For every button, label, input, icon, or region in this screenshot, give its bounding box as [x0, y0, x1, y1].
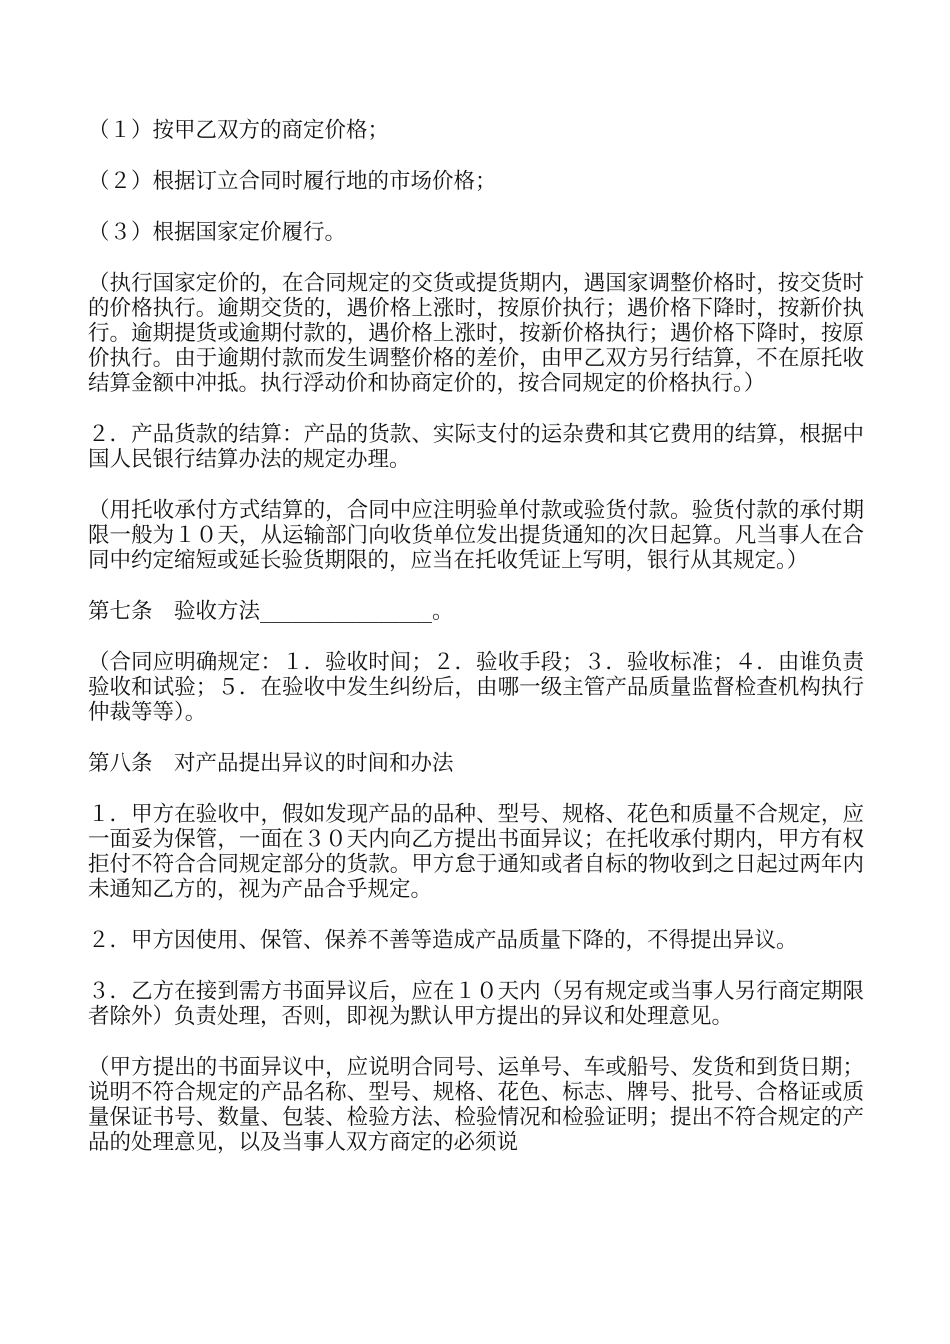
paragraph: （合同应明确规定：１．验收时间；２．验收手段；３．验收标准；４．由谁负责验收和试验；５．在验收中发生纠纷后，由哪一级主管产品质量监督检查机构执行仲裁等等）。 [88, 650, 864, 725]
paragraph: （２）根据订立合同时履行地的市场价格； [88, 169, 497, 194]
paragraph: （１）按甲乙双方的商定价格； [88, 118, 390, 143]
section-heading: 第八条 对产品提出异议的时间和办法 [88, 751, 454, 776]
paragraph: ３．乙方在接到需方书面异议后，应在１０天内（另有规定或当事人另行商定期限者除外）负责处理，否则，即视为默认甲方提出的异议和处理意见。 [88, 979, 864, 1029]
paragraph: （甲方提出的书面异议中，应说明合同号、运单号、车或船号、发货和到货日期；说明不符合规定的产品名称、型号、规格、花色、标志、牌号、批号、合格证或质量保证书号、数量、包装、检验方法、检验情况和检验证明；提出不符合规定的产品的处理意见，以及当事人双方商定的必须说 [88, 1055, 864, 1155]
paragraph: １．甲方在验收中，假如发现产品的品种、型号、规格、花色和质量不合规定，应一面妥为保管，一面在３０天内向乙方提出书面异议；在托收承付期内，甲方有权拒付不符合合同规定部分的货款。甲方怠于通知或者自标的物收到之日起过两年内未通知乙方的，视为产品合乎规定。 [88, 802, 864, 902]
paragraph: （３）根据国家定价履行。 [88, 220, 347, 245]
paragraph: （用托收承付方式结算的，合同中应注明验单付款或验货付款。验货付款的承付期限一般为１０天，从运输部门向收货单位发出提货通知的次日起算。凡当事人在合同中约定缩短或延长验货期限的，应当在托收凭证上写明，银行从其规定。） [88, 498, 864, 573]
paragraph: （执行国家定价的，在合同规定的交货或提货期内，遇国家调整价格时，按交货时的价格执行。逾期交货的，遇价格上涨时，按原价执行；遇价格下降时，按新价执行。逾期提货或逾期付款的，遇价格上涨时，按新价格执行；遇价格下降时，按原价执行。由于逾期付款而发生调整价格的差价，由甲乙双方另行结算，不在原托收结算金额中冲抵。执行浮动价和协商定价的，按合同规定的价格执行。） [88, 271, 864, 396]
section-heading: 第七条 验收方法________________。 [88, 599, 454, 624]
document-page [88, 118, 864, 1181]
paragraph: ２．甲方因使用、保管、保养不善等造成产品质量下降的，不得提出异议。 [88, 928, 798, 953]
paragraph: ２．产品货款的结算：产品的货款、实际支付的运杂费和其它费用的结算，根据中国人民银行结算办法的规定办理。 [88, 422, 864, 472]
